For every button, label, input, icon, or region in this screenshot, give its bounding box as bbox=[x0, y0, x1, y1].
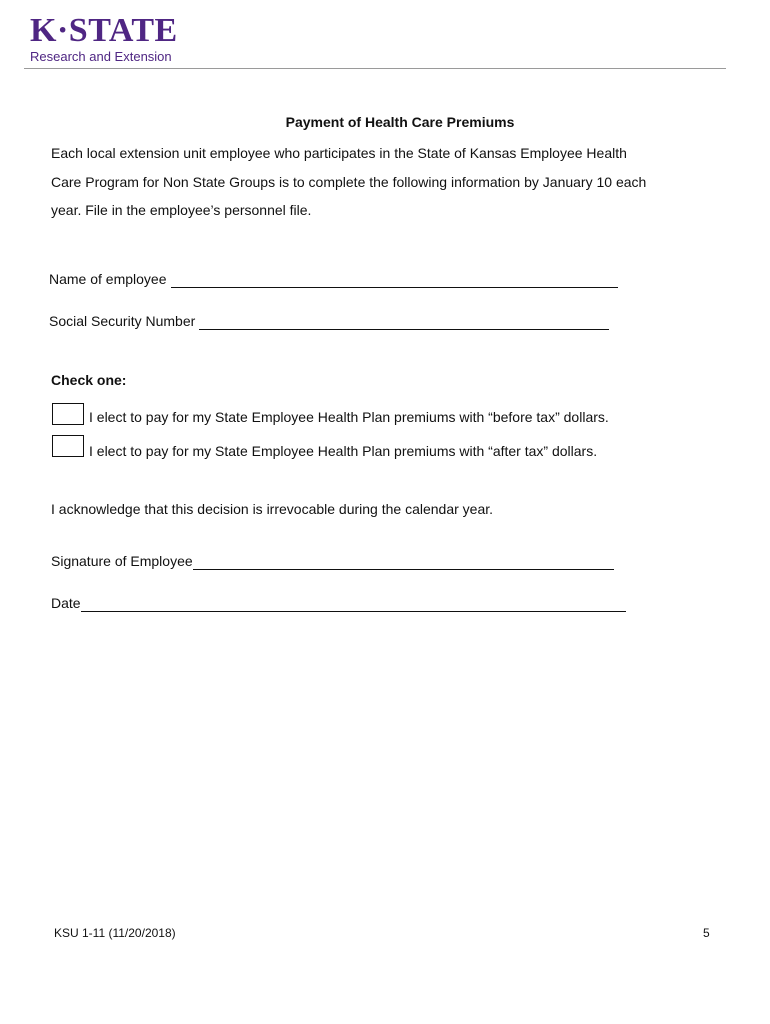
page-number: 5 bbox=[703, 926, 710, 940]
name-label: Name of employee bbox=[49, 271, 167, 287]
signature-field bbox=[51, 552, 614, 570]
logo-subtitle: Research and Extension bbox=[30, 49, 172, 64]
intro-line: Each local extension unit employee who participates in the State of Kansas Employee Health bbox=[51, 145, 627, 161]
signature-label: Signature of Employee bbox=[51, 553, 193, 569]
ssn-label: Social Security Number bbox=[49, 313, 196, 329]
intro-line: Care Program for Non State Groups is to complete the following information by January 10 each bbox=[51, 173, 647, 190]
name-field bbox=[49, 270, 618, 288]
before-tax-option-label: I elect to pay for my State Employee Health Plan premiums with “before tax” dollars. bbox=[89, 409, 609, 425]
ssn-field bbox=[49, 312, 609, 330]
date-label: Date bbox=[51, 595, 81, 611]
name-input-line[interactable] bbox=[171, 273, 618, 288]
kstate-logo bbox=[30, 14, 178, 64]
intro-paragraph bbox=[51, 139, 731, 225]
form-identifier: KSU 1-11 (11/20/2018) bbox=[54, 926, 176, 940]
header-divider bbox=[24, 68, 726, 69]
intro-line: year. File in the employee’s personnel file. bbox=[51, 202, 312, 218]
after-tax-option-label: I elect to pay for my State Employee Health Plan premiums with “after tax” dollars. bbox=[89, 443, 598, 459]
page-title: Payment of Health Care Premiums bbox=[285, 114, 515, 130]
acknowledgement-text: I acknowledge that this decision is irrevocable during the calendar year. bbox=[51, 501, 494, 517]
date-input-line[interactable] bbox=[81, 597, 626, 612]
logo-wordmark: K·STATE bbox=[30, 12, 178, 49]
after-tax-checkbox[interactable] bbox=[52, 435, 84, 457]
before-tax-checkbox[interactable] bbox=[52, 403, 84, 425]
check-one-heading: Check one: bbox=[51, 372, 127, 388]
date-field bbox=[51, 594, 626, 612]
signature-input-line[interactable] bbox=[193, 555, 614, 570]
ssn-input-line[interactable] bbox=[199, 315, 609, 330]
